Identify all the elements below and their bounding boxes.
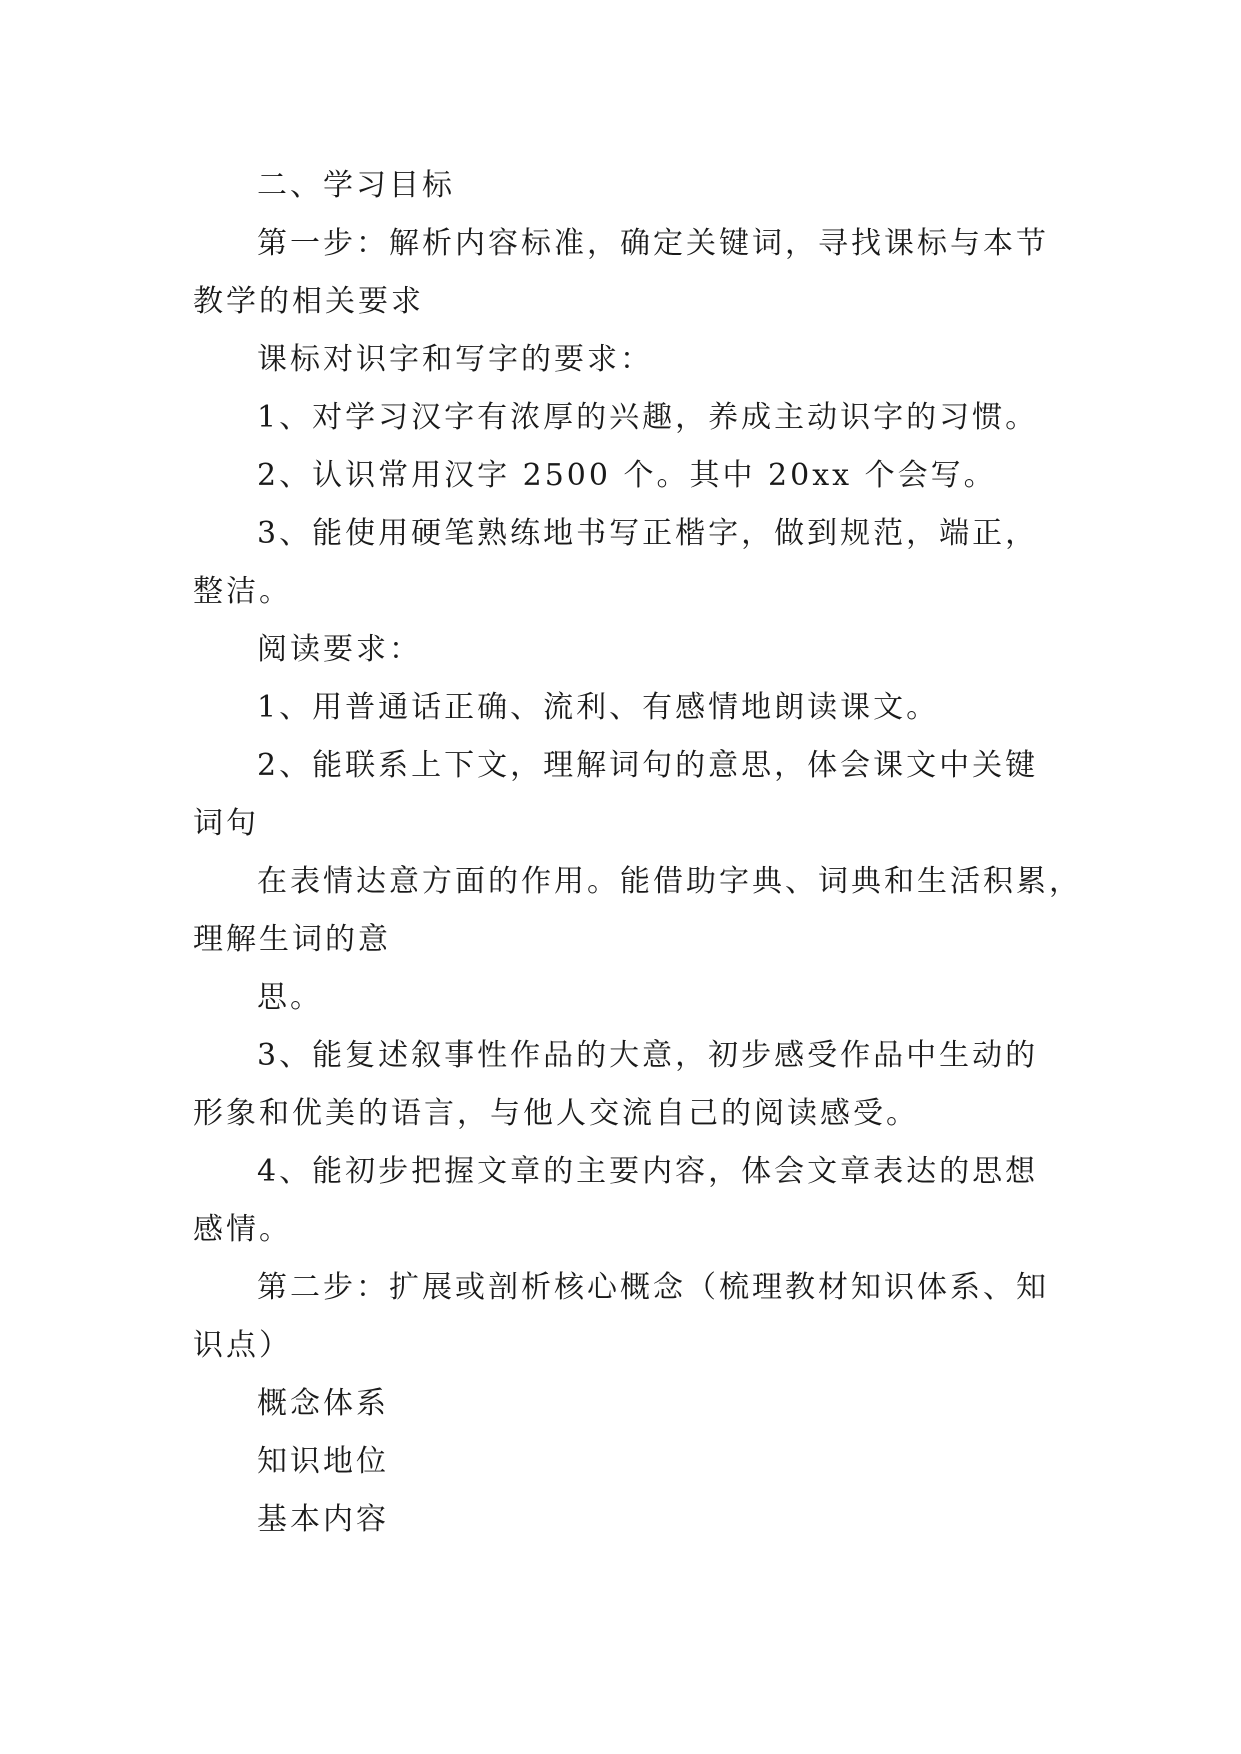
- step-one-heading-continued: 教学的相关要求: [193, 284, 424, 319]
- step-two-heading-continued: 识点）: [193, 1328, 292, 1363]
- reading-requirements-heading: 阅读要求：: [257, 632, 422, 667]
- concept-system-label: 概念体系: [257, 1386, 389, 1421]
- step-one-heading: 第一步：解析内容标准，确定关键词，寻找课标与本节: [257, 226, 1049, 261]
- literacy-item-2: 2、认识常用汉字 2500 个。其中 20xx 个会写。: [257, 458, 997, 493]
- reading-item-2-paragraph-end: 思。: [257, 980, 323, 1015]
- literacy-item-1: 1、对学习汉字有浓厚的兴趣，养成主动识字的习惯。: [257, 400, 1039, 435]
- reading-item-4: 4、能初步把握文章的主要内容，体会文章表达的思想: [257, 1154, 1039, 1189]
- document-body: [193, 157, 1082, 1549]
- section-heading-learning-goals: 二、学习目标: [257, 168, 455, 203]
- step-two-heading: 第二步：扩展或剖析核心概念（梳理教材知识体系、知: [257, 1270, 1049, 1305]
- reading-item-2-paragraph-continued: 理解生词的意: [193, 922, 391, 957]
- reading-item-4-continued: 感情。: [193, 1212, 292, 1247]
- literacy-requirements-heading: 课标对识字和写字的要求：: [257, 342, 653, 377]
- basic-content-label: 基本内容: [257, 1502, 389, 1537]
- knowledge-position-label: 知识地位: [257, 1444, 389, 1479]
- reading-item-2-paragraph: 在表情达意方面的作用。能借助字典、词典和生活积累，: [257, 864, 1082, 899]
- reading-item-3: 3、能复述叙事性作品的大意，初步感受作品中生动的: [257, 1038, 1039, 1073]
- reading-item-1: 1、用普通话正确、流利、有感情地朗读课文。: [257, 690, 940, 725]
- literacy-item-3: 3、能使用硬笔熟练地书写正楷字，做到规范，端正，: [257, 516, 1039, 551]
- reading-item-3-continued: 形象和优美的语言，与他人交流自己的阅读感受。: [193, 1096, 919, 1131]
- reading-item-2: 2、能联系上下文，理解词句的意思，体会课文中关键: [257, 748, 1039, 783]
- reading-item-2-continued: 词句: [193, 806, 259, 841]
- literacy-item-3-continued: 整洁。: [193, 574, 292, 609]
